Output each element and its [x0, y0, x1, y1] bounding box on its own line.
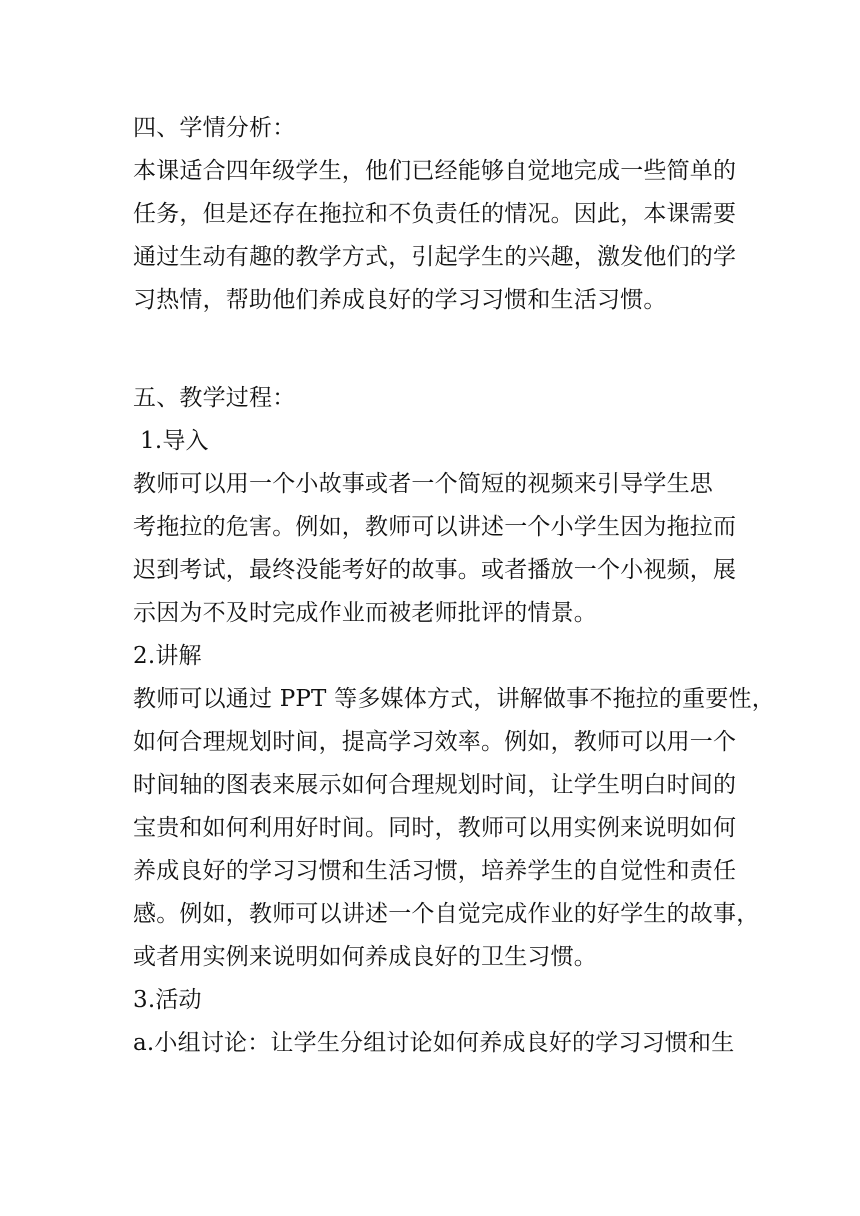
step-title-explain: 2.讲解: [133, 643, 202, 669]
paragraph-line: 或者用实例来说明如何养成良好的卫生习惯。: [133, 944, 597, 970]
section-heading-learning-analysis: 四、学情分析：: [133, 115, 296, 141]
paragraph-line: 时间轴的图表来展示如何合理规划时间，让学生明白时间的: [133, 772, 737, 798]
paragraph-line: 教师可以通过 PPT 等多媒体方式，讲解做事不拖拉的重要性，: [133, 686, 775, 712]
step-title-activity: 3.活动: [133, 987, 202, 1013]
paragraph-line: 习热情，帮助他们养成良好的学习习惯和生活习惯。: [133, 287, 667, 313]
paragraph-line: 如何合理规划时间，提高学习效率。例如，教师可以用一个: [133, 729, 737, 755]
paragraph-line: 考拖拉的危害。例如，教师可以讲述一个小学生因为拖拉而: [133, 514, 737, 540]
paragraph-line: 养成良好的学习习惯和生活习惯，培养学生的自觉性和责任: [133, 858, 737, 884]
paragraph-line: 通过生动有趣的教学方式，引起学生的兴趣，激发他们的学: [133, 244, 737, 270]
paragraph-line: 示因为不及时完成作业而被老师批评的情景。: [133, 600, 597, 626]
paragraph-line: 教师可以用一个小故事或者一个简短的视频来引导学生思: [133, 471, 713, 497]
paragraph-line: 感。例如，教师可以讲述一个自觉完成作业的好学生的故事，: [133, 901, 760, 927]
step-title-intro: 1.导入: [140, 428, 209, 454]
paragraph-line: 迟到考试，最终没能考好的故事。或者播放一个小视频，展: [133, 557, 737, 583]
paragraph-line: 本课适合四年级学生，他们已经能够自觉地完成一些简单的: [133, 158, 737, 184]
section-heading-teaching-process: 五、教学过程：: [133, 385, 296, 411]
paragraph-line: 宝贵和如何利用好时间。同时，教师可以用实例来说明如何: [133, 815, 737, 841]
paragraph-line: a.小组讨论：让学生分组讨论如何养成良好的学习习惯和生: [133, 1030, 735, 1056]
paragraph-line: 任务，但是还存在拖拉和不负责任的情况。因此，本课需要: [133, 201, 737, 227]
